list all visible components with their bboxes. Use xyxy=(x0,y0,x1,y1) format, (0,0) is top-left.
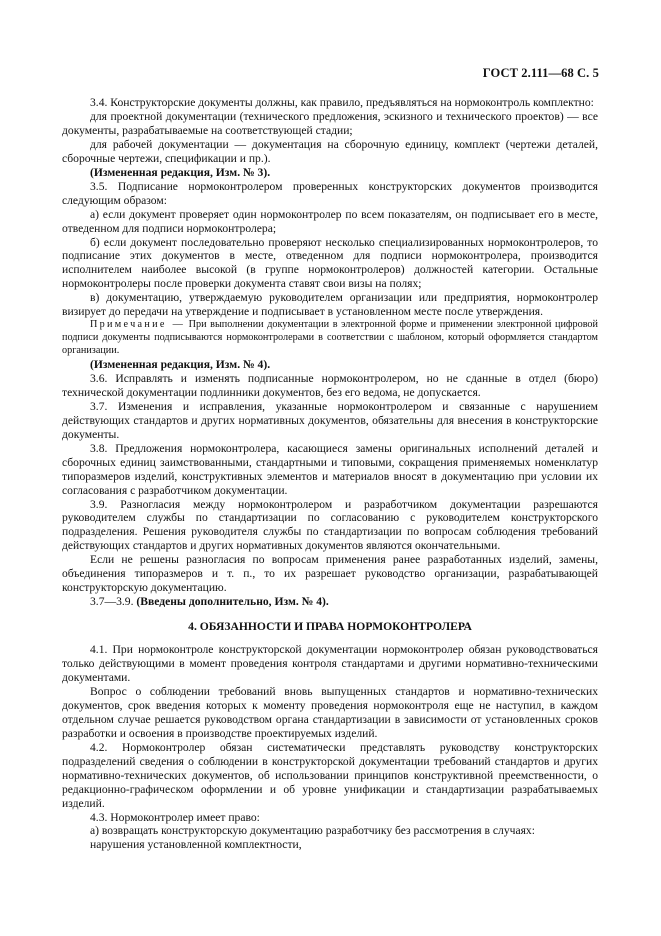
note-label: Примечание — xyxy=(90,319,186,331)
paragraph-new-standards: Вопрос о соблюдении требований вновь выпущенных стандартов и нормативно-технических документов, срок введения которых к моменту проведения нормоконтроля еще не наступил, в каждом отдельном случае решается руководством органа стандартизации в зависимости от установленных сроков разработки и освоения в производстве проектируемых изделий. xyxy=(62,684,598,740)
paragraph-3-7: 3.7. Изменения и исправления, указанные нормоконтролером и связанные с нарушением действующих стандартов и других нормативных документов, обязательны для внесения в конструкторские документы. xyxy=(62,399,598,441)
paragraph-working-docs: для рабочей документации — документация на сборочную единицу, комплект (чертежи деталей, сборочные чертежи, спецификации и пр.). xyxy=(62,137,598,165)
paragraph-disagreements: Если не решены разногласия по вопросам применения ранее разработанных изделий, замены, объединения типоразмеров и т. п., то их разрешает руководство организации, разрабатывающей конструкторскую документацию. xyxy=(62,553,598,595)
paragraph-completeness: нарушения установленной комплектности, xyxy=(90,838,302,852)
section-title: 4. ОБЯЗАННОСТИ И ПРАВА НОРМОКОНТРОЛЕРА xyxy=(188,620,472,634)
paragraph-4-2: 4.2. Нормоконтролер обязан систематически представлять руководству конструкторских подразделений сведения о соблюдении в конструкторской документации требований стандартов и других нормативно-технических документов, об использовании принципов конструктивной преемственности, о редакционно-графическом оформлении и об уровне унификации и стандартизации разрабатываемых изделий. xyxy=(62,740,598,810)
paragraph-project-docs: для проектной документации (технического предложения, эскизного и технического проектов) — все документы, разрабатываемые на соответствующей стадии; xyxy=(62,109,598,137)
paragraph-3-5: 3.5. Подписание нормоконтролером проверенных конструкторских документов производится следующим образом: xyxy=(62,179,598,207)
paragraph-3-5-a: а) если документ проверяет один нормоконтролер по всем показателям, он подписывает его в месте, отведенном для подписи нормоконтролера; xyxy=(62,207,598,235)
page-header: ГОСТ 2.111—68 С. 5 xyxy=(482,66,599,80)
paragraph-4-3-a: а) возвращать конструкторскую документацию разработчику без рассмотрения в случаях: xyxy=(90,824,535,838)
paragraph-4-3: 4.3. Нормоконтролер имеет право: xyxy=(90,810,260,824)
paragraph-3-8: 3.8. Предложения нормоконтролера, касающиеся замены оригинальных исполнений деталей и сборочных единиц заимствованными, стандартными и типовыми, сокращения применяемых номенклатур типоразмеров изделий, конструктивных элементов и материалов вносят в документацию при условии их согласования с разработчиком документации. xyxy=(62,441,598,497)
paragraph-3-4: 3.4. Конструкторские документы должны, как правило, предъявляться на нормоконтроль комплектно: xyxy=(90,96,594,109)
paragraph-3-5-v: в) документацию, утверждаемую руководителем организации или предприятия, нормоконтролер визирует до передачи на утверждение и подписывает в установленном месте после утверждения. xyxy=(62,291,598,319)
paragraph-3-5-b: б) если документ последовательно проверяют несколько специализированных нормоконтролеров, то подписание этих документов в месте, отведенном для подписи нормоконтролера, производится исполнителем наиболее высокой (в группе нормоконтролеров) должностей категории. Остальные нормоконтролеры после проверки документа ставят свои визы на полях; xyxy=(62,235,598,291)
paragraph-3-6: 3.6. Исправлять и изменять подписанные нормоконтролером, но не сданные в отдел (бюро) технической документации подлинники документов, без его ведома, не допускается. xyxy=(62,371,598,399)
note-text: При выполнении документации в электронной форме и применении электронной цифровой подписи документы подписываются нормоконтролерами в соответствии с шаблоном, который оформляется стандартом организации. xyxy=(62,319,598,357)
paragraph-3-9: 3.9. Разногласия между нормоконтролером и разработчиком документации разрешаются руководителем службы по стандартизации по согласованию с руководителем конструкторского подразделения. Решения руководителя службы по стандартизации по вопросам соблюдения требований действующих стандартов и других нормативных документов являются окончательными. xyxy=(62,497,598,553)
introduced-note xyxy=(62,595,598,609)
revision-note-3: (Измененная редакция, Изм. № 3). xyxy=(90,165,271,179)
paragraph-4-1: 4.1. При нормоконтроле конструкторской документации нормоконтролер обязан руководствоваться только действующими в момент проведения контроля стандартами и другими нормативно-техническими документами. xyxy=(62,643,598,684)
introduced-note-prefix: 3.7—3.9. xyxy=(90,595,137,609)
revision-note-4: (Измененная редакция, Изм. № 4). xyxy=(90,357,271,371)
document-body xyxy=(62,96,598,852)
note xyxy=(62,319,598,358)
introduced-note-bold: (Введены дополнительно, Изм. № 4). xyxy=(136,595,329,609)
